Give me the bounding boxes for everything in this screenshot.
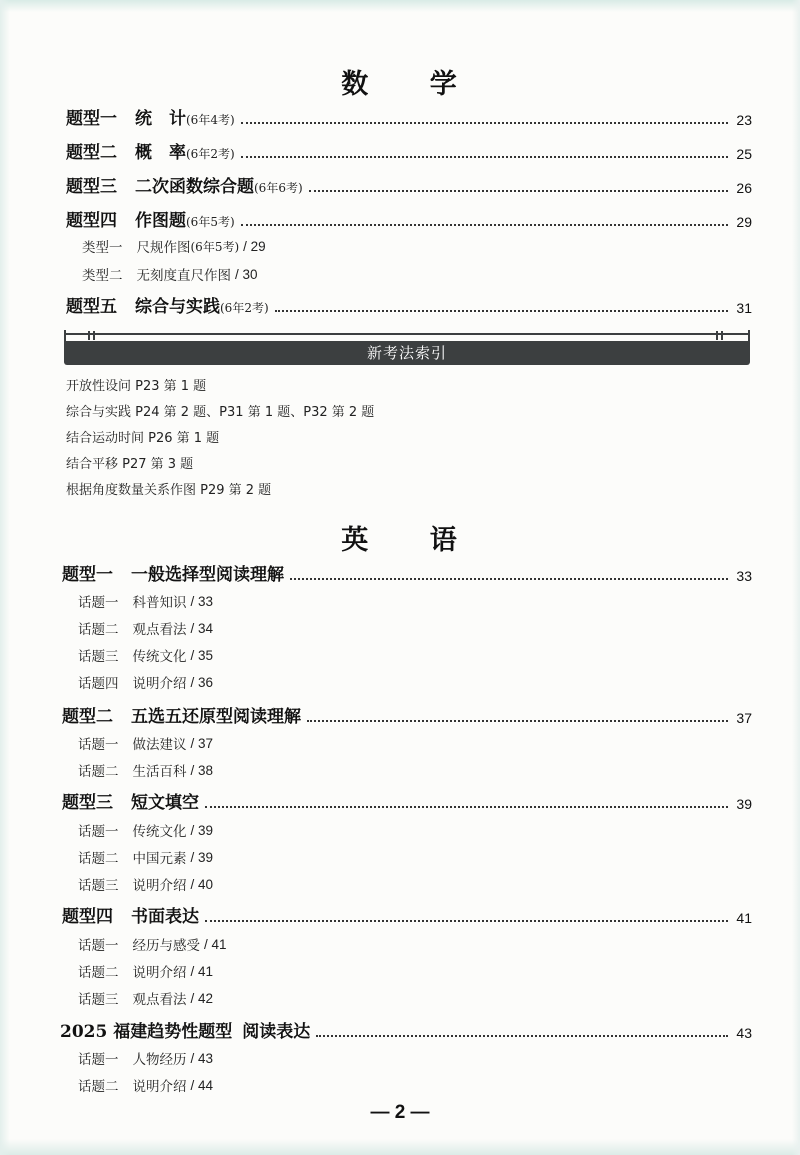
toc-entry-english-2[interactable] (62, 702, 752, 728)
leader-dots (241, 224, 729, 226)
entry-note: (6年6考) (254, 181, 303, 195)
sub-page: / 37 (190, 735, 214, 751)
sub-name: 经历与感受 (132, 938, 200, 954)
toc-entry-math-5[interactable] (66, 292, 752, 318)
sub-page: / 44 (190, 1077, 214, 1093)
entry-type: 2025 福建趋势性题型 (60, 1022, 233, 1042)
sub-page: / 39 (190, 849, 214, 865)
entry-type: 题型一 (66, 109, 117, 129)
entry-page: 26 (736, 180, 752, 196)
toc-sub-english[interactable] (78, 759, 213, 781)
entry-type: 题型五 (66, 297, 117, 317)
sub-type: 话题二 (78, 965, 119, 981)
sub-name: 人物经历 (132, 1052, 187, 1068)
sub-page: / 40 (190, 876, 214, 892)
scan-edge-bottom (0, 1139, 800, 1155)
entry-page: 37 (736, 710, 752, 726)
sub-name: 说明介绍 (132, 1079, 187, 1095)
sub-name: 观点看法 (132, 622, 187, 638)
index-banner-title: 新考法索引 (366, 344, 447, 362)
entry-type: 题型二 (62, 707, 113, 727)
sub-type: 话题一 (78, 737, 119, 753)
leader-dots (309, 190, 729, 192)
entry-page: 31 (736, 300, 752, 316)
entry-name: 短文填空 (131, 793, 199, 813)
toc-entry-english-5[interactable] (60, 1017, 752, 1043)
toc-entry-math-3[interactable] (66, 172, 752, 198)
leader-dots (307, 720, 728, 722)
leader-dots (205, 920, 728, 922)
entry-name: 综合与实践 (135, 297, 220, 317)
sub-page: / 29 (243, 238, 266, 254)
sub-name: 传统文化 (132, 824, 187, 840)
sub-type: 话题三 (78, 992, 119, 1008)
toc-sub-english[interactable] (78, 1074, 213, 1096)
entry-page: 25 (736, 146, 752, 162)
sub-type: 话题四 (78, 676, 119, 692)
entry-type: 题型三 (66, 177, 117, 197)
toc-sub-math-1[interactable] (82, 235, 266, 257)
entry-name: 书面表达 (131, 907, 199, 927)
entry-name: 概 率 (135, 143, 186, 163)
sub-page: / 39 (190, 822, 214, 838)
sub-type: 话题一 (78, 938, 119, 954)
sub-page: / 34 (190, 620, 214, 636)
toc-entry-english-3[interactable] (62, 788, 752, 814)
sub-type: 话题二 (78, 764, 119, 780)
entry-type: 题型四 (62, 907, 113, 927)
index-line: 结合运动时间 P26 第 1 题 (66, 431, 220, 446)
toc-sub-english[interactable] (78, 732, 213, 754)
sub-page: / 42 (190, 990, 214, 1006)
entry-note: (6年5考) (186, 215, 235, 229)
toc-sub-english[interactable] (78, 819, 213, 841)
banner-top-rule (64, 333, 750, 335)
scan-edge-left (0, 0, 10, 1155)
toc-sub-english[interactable] (78, 617, 213, 639)
leader-dots (241, 122, 729, 124)
banner-tick (93, 331, 95, 340)
toc-sub-english[interactable] (78, 1047, 213, 1069)
sub-name: 传统文化 (132, 649, 187, 665)
index-line: 根据角度数量关系作图 P29 第 2 题 (66, 483, 272, 498)
sub-type: 类型二 (82, 268, 123, 284)
sub-name: 科普知识 (132, 595, 187, 611)
entry-note: (6年2考) (220, 301, 269, 315)
scan-edge-right (792, 0, 800, 1155)
entry-type: 题型二 (66, 143, 117, 163)
sub-type: 话题一 (78, 824, 119, 840)
sub-type: 话题二 (78, 622, 119, 638)
banner-right-bracket (748, 330, 750, 341)
toc-sub-english[interactable] (78, 960, 213, 982)
entry-page: 33 (736, 568, 752, 584)
entry-page: 39 (736, 796, 752, 812)
entry-note: (6年4考) (186, 113, 235, 127)
page-number: — 2 — (370, 1102, 430, 1123)
toc-sub-english[interactable] (78, 987, 213, 1009)
sub-type: 类型一 (82, 240, 123, 256)
toc-sub-english[interactable] (78, 644, 213, 666)
sub-type: 话题二 (78, 1079, 119, 1095)
index-banner (64, 341, 750, 365)
sub-page: / 43 (190, 1050, 214, 1066)
leader-dots (316, 1035, 728, 1037)
sub-page: / 33 (190, 593, 214, 609)
toc-sub-english[interactable] (78, 671, 213, 693)
entry-page: 29 (736, 214, 752, 230)
leader-dots (290, 578, 728, 580)
banner-tick (716, 331, 718, 340)
toc-entry-english-4[interactable] (62, 902, 752, 928)
entry-name: 统 计 (135, 109, 186, 129)
toc-sub-english[interactable] (78, 846, 213, 868)
index-line: 开放性设问 P23 第 1 题 (66, 379, 207, 394)
banner-tick (88, 331, 90, 340)
banner-left-bracket (64, 330, 66, 341)
sub-name: 说明介绍 (132, 878, 187, 894)
toc-sub-math-2[interactable] (82, 263, 258, 285)
entry-type: 题型四 (66, 211, 117, 231)
leader-dots (205, 806, 728, 808)
sub-name: 中国元素 (132, 851, 187, 867)
entry-name: 五选五还原型阅读理解 (131, 707, 301, 727)
sub-page: / 30 (235, 266, 258, 282)
entry-page: 23 (736, 112, 752, 128)
sub-page: / 35 (190, 647, 214, 663)
sub-type: 话题一 (78, 1052, 119, 1068)
sub-name: 无刻度直尺作图 (136, 268, 231, 284)
math-section-title: 数 学 (341, 69, 483, 100)
banner-tick (721, 331, 723, 340)
sub-type: 话题三 (78, 649, 119, 665)
sub-name: 说明介绍 (132, 965, 187, 981)
toc-sub-english[interactable] (78, 873, 213, 895)
entry-name: 一般选择型阅读理解 (131, 565, 284, 585)
sub-name: 尺规作图 (136, 240, 191, 256)
english-section-title: 英 语 (341, 525, 483, 556)
sub-type: 话题三 (78, 878, 119, 894)
entry-type: 题型三 (62, 793, 113, 813)
leader-dots (275, 310, 729, 312)
sub-page: / 41 (204, 936, 227, 952)
leader-dots (241, 156, 729, 158)
toc-entry-math-1[interactable] (66, 104, 752, 130)
toc-sub-english[interactable] (78, 933, 227, 955)
entry-note: (6年2考) (186, 147, 235, 161)
toc-entry-english-1[interactable] (62, 560, 752, 586)
scan-edge-top (0, 0, 800, 12)
sub-page: / 36 (190, 674, 214, 690)
index-line: 结合平移 P27 第 3 题 (66, 457, 194, 472)
entry-page: 43 (736, 1025, 752, 1041)
sub-page: / 41 (190, 963, 214, 979)
sub-name: 观点看法 (132, 992, 187, 1008)
toc-entry-math-4[interactable] (66, 206, 752, 232)
toc-sub-english[interactable] (78, 590, 213, 612)
sub-type: 话题二 (78, 851, 119, 867)
sub-name: 说明介绍 (132, 676, 187, 692)
sub-type: 话题一 (78, 595, 119, 611)
sub-page: / 38 (190, 762, 214, 778)
entry-name: 阅读表达 (242, 1022, 311, 1042)
entry-page: 41 (736, 910, 752, 926)
sub-note: (6年5考) (190, 239, 240, 254)
entry-name: 作图题 (135, 211, 186, 231)
entry-type: 题型一 (62, 565, 113, 585)
sub-name: 生活百科 (132, 764, 187, 780)
index-line: 综合与实践 P24 第 2 题、P31 第 1 题、P32 第 2 题 (66, 405, 375, 420)
entry-name: 二次函数综合题 (135, 177, 254, 197)
sub-name: 做法建议 (132, 737, 187, 753)
toc-entry-math-2[interactable] (66, 138, 752, 164)
